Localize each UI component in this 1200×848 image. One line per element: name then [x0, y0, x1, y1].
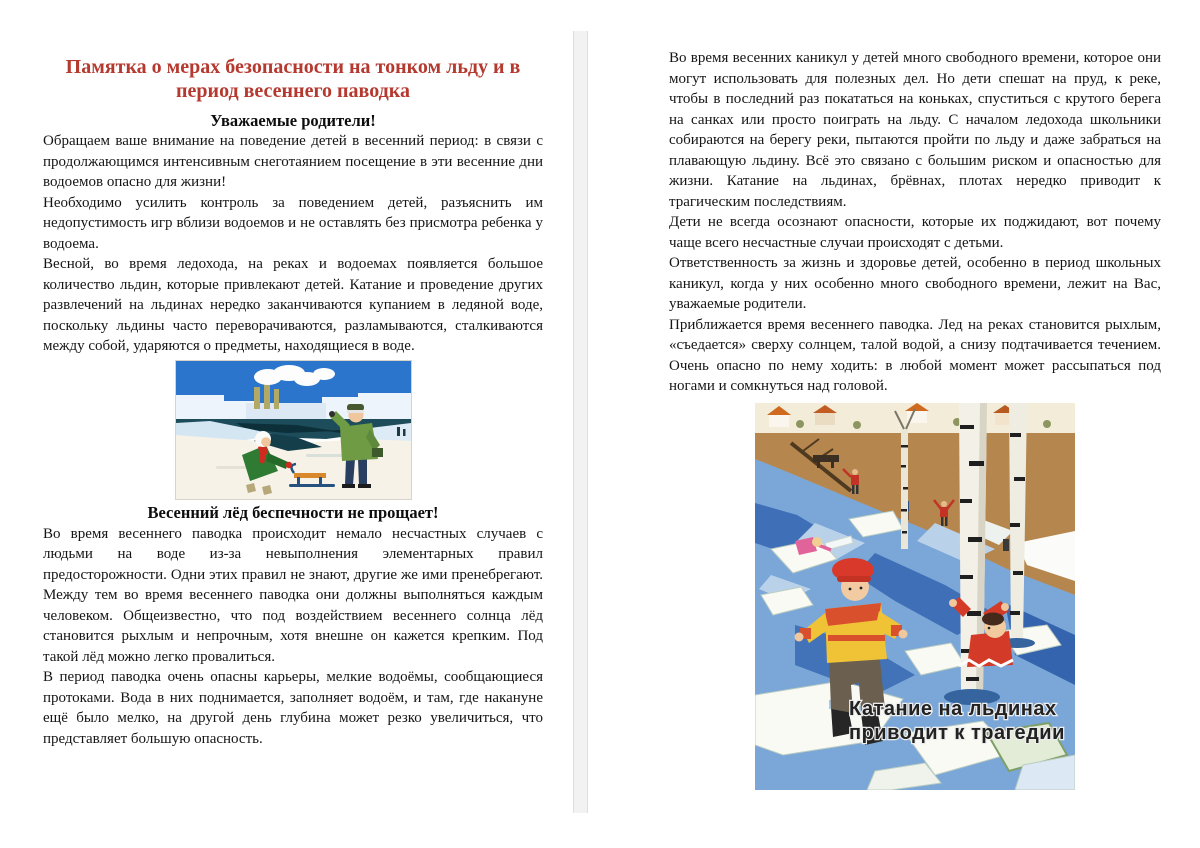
poster-caption-line2: приводит к трагедии: [849, 721, 1065, 744]
page-1: [43, 55, 543, 749]
paragraph: Во время весенних каникул у детей много свободного времени, которое они могут использовать для полезных дел. Но дети спешат на пруд, к реке, чтобы в последний раз покататься на коньках, спуститься с крутого берега на санках или просто поиграть на льду. С началом ледохода школьники собираются на берегу реки, пытаются пройти по льду и даже забраться на плавающую льдину. Всё это связано с большим риском и опасностью для жизни. Катание на льдинах, брёвнах, плотах нередко приводит к трагическим последствиям.: [669, 50, 1161, 210]
section-heading: Весенний лёд беспечности не прощает!: [147, 502, 439, 522]
memo-title: Памятка о мерах безопасности на тонком льду и в период весеннего паводка: [65, 56, 521, 102]
poster-caption-line1: Катание на льдинах: [849, 697, 1057, 720]
page-gap-divider: [573, 31, 588, 813]
paragraph: Необходимо усилить контроль за поведением детей, разъяснить им недопустимость игр вблизи водоемов и не оставлять без присмотра ребенка у водоема.: [43, 194, 543, 252]
paragraph: Ответственность за жизнь и здоровье детей, особенно в период школьных каникул, когда у них особенно много свободного времени, лежит на Вас, уважаемые родители.: [669, 255, 1161, 312]
paragraph: Обращаем ваше внимание на поведение детей в весенний период: в связи с продолжающимся интенсивным снеготаянием посещение в эти весенние дни водоемов опасно для жизни!: [43, 133, 543, 190]
illustration-ice-floes-tragedy-poster: [755, 403, 1075, 790]
paragraph: Весной, во время ледохода, на реках и водоемах появляется большое количество льдин, которые привлекают детей. Катание и проведение других развлечений на льдинах нередко заканчиваются купанием в ледяной воде, поскольку льдины часто переворачиваются, разламываются, сталкиваются между собой, ударяются о предметы, находящиеся в воде.: [43, 256, 543, 354]
paragraph: Приближается время весеннего паводка. Лед на реках становится рыхлым, «съедается» сверху солнцем, талой водой, а снизу подтачивается течением. Очень опасно по нему ходить: в любой момент может рассыпаться под ногами и сомкнуться над головой.: [669, 316, 1161, 394]
paragraph: Дети не всегда осознают опасности, которые их поджидают, вот почему чаще всего несчастные случаи происходят с детьми.: [669, 214, 1161, 251]
paragraph: Во время весеннего паводка происходит немало несчастных случаев с людьми на воде из-за невыполнения элементарных правил предосторожности. Одни этих правил не знают, другие же ими пренебрегают. Между тем во время весеннего паводка они должны выполняться каждым человеком. Общеизвестно, что под воздействием весеннего солнца лёд становится рыхлым и непрочным, хотя внешне он кажется крепким. Под такой лёд можно легко провалиться.: [43, 525, 543, 665]
ice-floes-poster-drawing: [755, 403, 1075, 790]
illustration-warning-at-river: [175, 360, 412, 500]
page-2: [669, 48, 1161, 790]
greeting-heading: Уважаемые родители!: [210, 111, 376, 130]
paragraph: В период паводка очень опасны карьеры, мелкие водоёмы, сообщающиеся протоками. Вода в них поднимается, заполняет водоём, и там, где накануне ещё было мелко, на другой день глубина может резко увеличиться, что представляет большую опасность.: [43, 669, 543, 747]
warning-scene-drawing: [176, 361, 411, 499]
